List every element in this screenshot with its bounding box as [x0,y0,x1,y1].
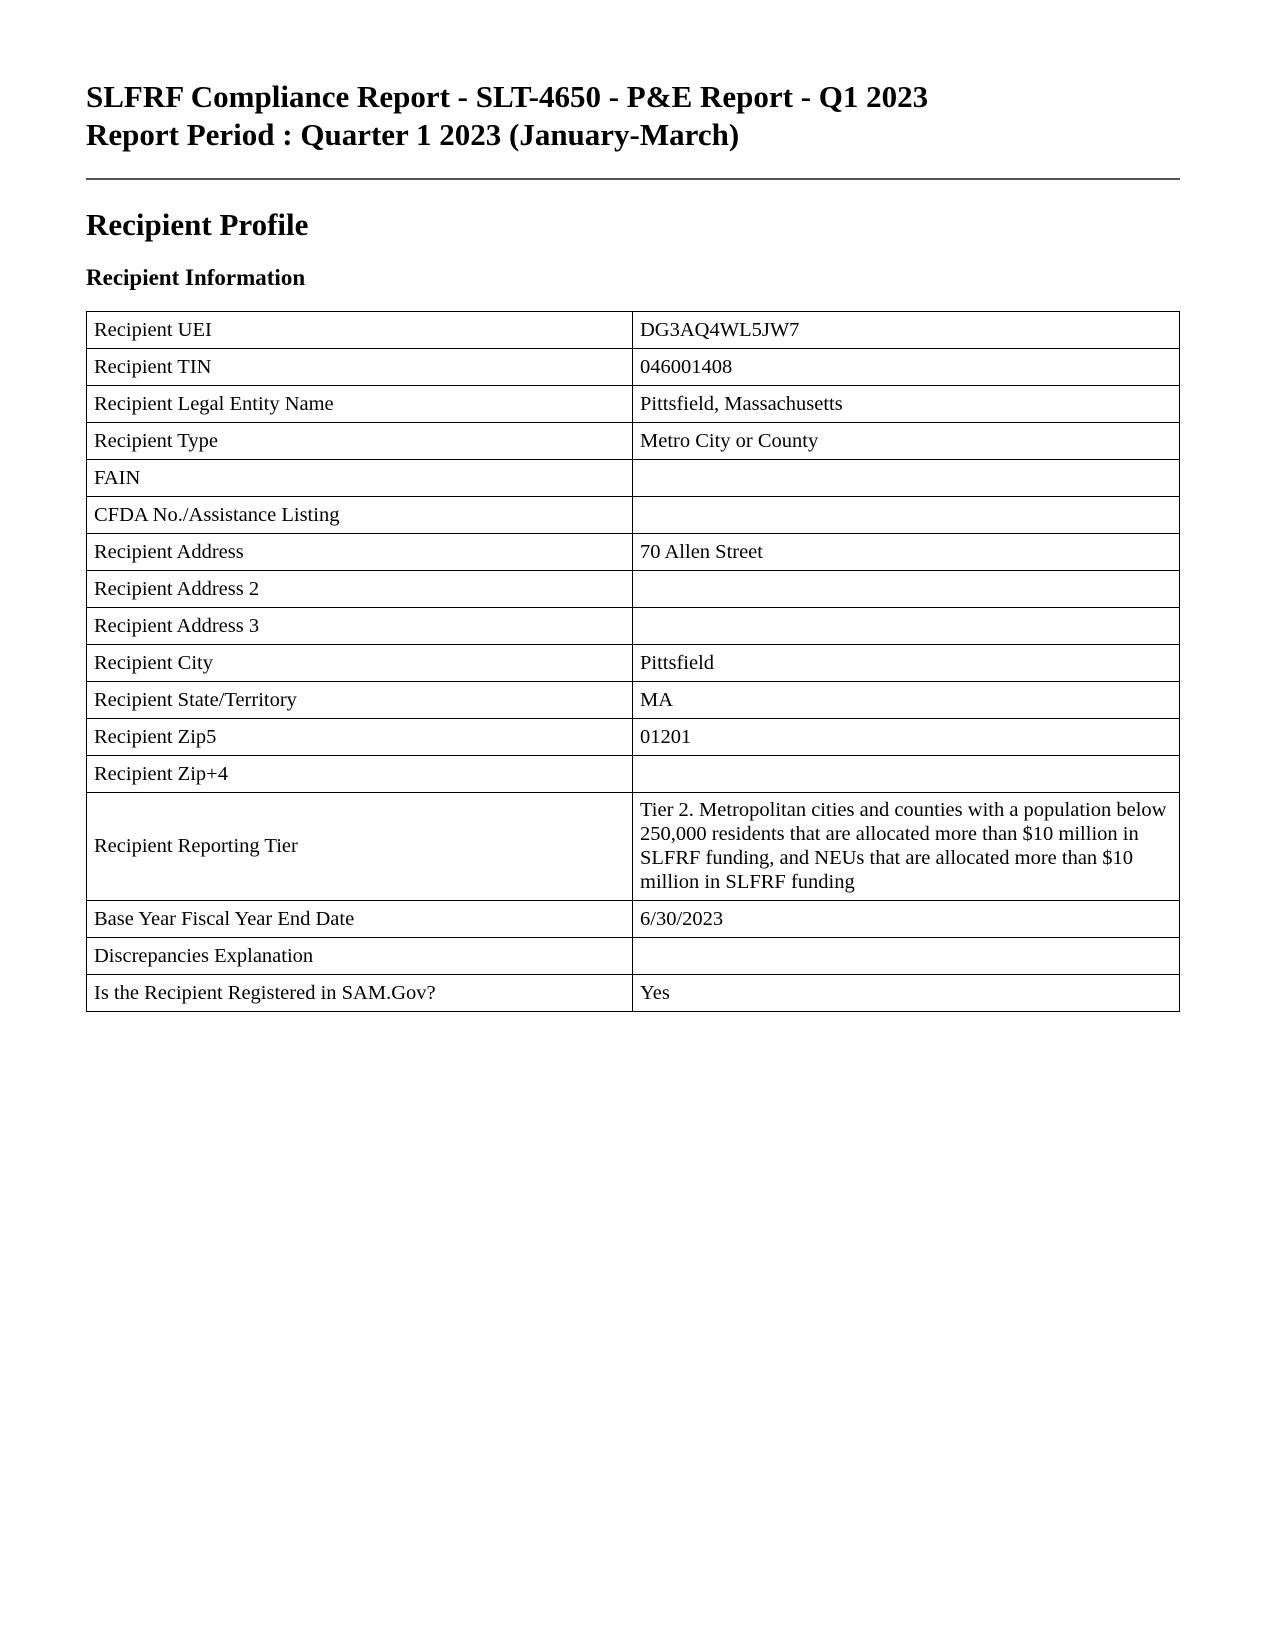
row-value: Metro City or County [633,423,1180,460]
table-row [87,682,1180,719]
table-row [87,534,1180,571]
report-page [86,78,1180,1012]
table-row [87,975,1180,1012]
row-label: Recipient State/Territory [87,682,633,719]
row-value [633,497,1180,534]
table-row [87,571,1180,608]
table-row [87,312,1180,349]
row-label: FAIN [87,460,633,497]
row-value: 6/30/2023 [633,901,1180,938]
table-row [87,497,1180,534]
header-divider [86,178,1180,180]
table-row [87,645,1180,682]
row-label: Is the Recipient Registered in SAM.Gov? [87,975,633,1012]
row-value: 01201 [633,719,1180,756]
table-row [87,901,1180,938]
row-value [633,938,1180,975]
row-value: 046001408 [633,349,1180,386]
row-label: Recipient Reporting Tier [87,793,633,901]
report-title-line-1: SLFRF Compliance Report - SLT-4650 - P&E Report - Q1 2023 [86,79,929,114]
row-value: Pittsfield, Massachusetts [633,386,1180,423]
report-title [86,78,1180,154]
table-row [87,608,1180,645]
table-row [87,938,1180,975]
row-label: Recipient Zip+4 [87,756,633,793]
row-value [633,571,1180,608]
row-label: Recipient Legal Entity Name [87,386,633,423]
table-row [87,756,1180,793]
row-value: Pittsfield [633,645,1180,682]
row-label: Recipient TIN [87,349,633,386]
row-label: CFDA No./Assistance Listing [87,497,633,534]
row-label: Recipient Zip5 [87,719,633,756]
recipient-information-table [86,311,1180,1012]
row-label: Recipient City [87,645,633,682]
report-period-line: Report Period : Quarter 1 2023 (January-March) [86,117,740,152]
section-heading-recipient-profile: Recipient Profile [86,207,309,242]
row-value: Tier 2. Metropolitan cities and counties with a population below 250,000 residents that are allocated more than $10 million in SLFRF funding, and NEUs that are allocated more than $10 million in SLFRF funding [633,793,1180,901]
row-label: Recipient Type [87,423,633,460]
row-value: Yes [633,975,1180,1012]
table-row [87,423,1180,460]
row-label: Discrepancies Explanation [87,938,633,975]
row-value: DG3AQ4WL5JW7 [633,312,1180,349]
table-row [87,719,1180,756]
row-label: Recipient Address 3 [87,608,633,645]
table-row [87,386,1180,423]
row-label: Base Year Fiscal Year End Date [87,901,633,938]
row-value [633,608,1180,645]
row-value: 70 Allen Street [633,534,1180,571]
row-label: Recipient Address 2 [87,571,633,608]
row-value [633,460,1180,497]
subsection-heading-recipient-information: Recipient Information [86,265,306,290]
table-row [87,460,1180,497]
row-value [633,756,1180,793]
row-label: Recipient UEI [87,312,633,349]
row-value: MA [633,682,1180,719]
table-row [87,349,1180,386]
table-row [87,793,1180,901]
row-label: Recipient Address [87,534,633,571]
